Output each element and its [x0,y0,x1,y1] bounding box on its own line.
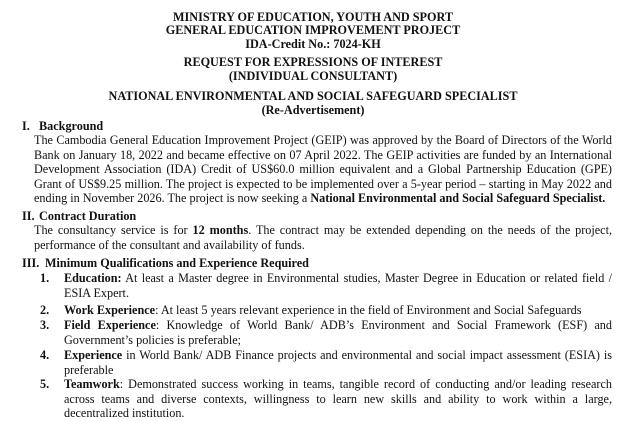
list-item [40,348,612,377]
contract-duration-bold: 12 months [192,223,249,237]
list-item-text: in World Bank/ ADB Finance projects and environmental and social impact assessment (ESIA) is preferable [64,348,612,377]
list-item-text: At least a Master degree in Environmental studies, Master Degree in Education or related field / ESIA Expert. [64,271,612,300]
section-title: Minimum Qualifications and Experience Required [45,256,309,270]
list-item-text: : Demonstrated success working in teams, tangible record of conducting and/or leading research across teams and diverse contexts, willingness to learn new skills and ability to work within a large, decentralized institution. [64,377,612,420]
request-title: REQUEST FOR EXPRESSIONS OF INTEREST [183,55,443,69]
list-item-number: 4. [40,348,50,362]
contract-paragraph [34,223,612,252]
re-advertisement-note: (Re-Advertisement) [261,103,365,117]
contract-text-post: . The contract may be extended depending on the needs of the project, performance of the consultant and availability of funds. [34,223,613,252]
list-item-number: 3. [40,318,50,332]
list-item-label: Work Experience [64,303,156,317]
section-title: Background [39,119,104,133]
contract-text-pre: The consultancy service is for [34,223,193,237]
list-item [40,271,612,300]
list-item-number: 5. [40,377,50,391]
section-contract-heading [22,209,136,223]
section-title: Contract Duration [39,209,137,223]
section-number: II. [22,209,35,223]
section-qualifications-heading [22,256,309,270]
list-item [40,303,612,318]
project-name: GENERAL EDUCATION IMPROVEMENT PROJECT [165,23,461,37]
background-text: The Cambodia General Education Improvement Project (GEIP) was approved by the Board of Directors of the World Bank on January 18, 2022 and became effective on 07 April 2022. The GEIP activities are funded by an International Development Association (IDA) Credit of US$60.0 million equivalent and a Global Partnership Education (GPE) Grant of US$9.25 million. The project is expected to be implemented over a 5-year period – starting in May 2022 and ending in November 2026. The project is now seeking a [34,133,612,205]
background-paragraph [34,133,612,206]
ministry-name: MINISTRY OF EDUCATION, YOUTH AND SPORT [173,10,453,24]
credit-number: IDA-Credit No.: 7024-KH [245,37,381,51]
section-background-heading [22,119,103,133]
section-number: I. [22,119,30,133]
background-bold-position: National Environmental and Social Safeguard Specialist. [310,191,606,205]
consultant-type: (INDIVIDUAL CONSULTANT) [228,69,398,83]
list-item-number: 2. [40,303,50,317]
list-item-text: : At least 5 years relevant experience in the field of Environment and Social Safeguards [155,303,582,317]
list-item [40,377,612,421]
list-item-text: : Knowledge of World Bank/ ADB’s Environment and Social Framework (ESF) and Government’s policies is preferable; [64,318,612,347]
position-title: NATIONAL ENVIRONMENTAL AND SOCIAL SAFEGUARD SPECIALIST [108,89,518,103]
list-item [40,318,612,347]
list-item-label: Education: [64,271,122,285]
list-item-label: Experience [64,348,123,362]
section-number: III. [22,256,40,270]
list-item-number: 1. [40,271,50,285]
list-item-label: Teamwork [64,377,120,391]
list-item-label: Field Experience [64,318,156,332]
